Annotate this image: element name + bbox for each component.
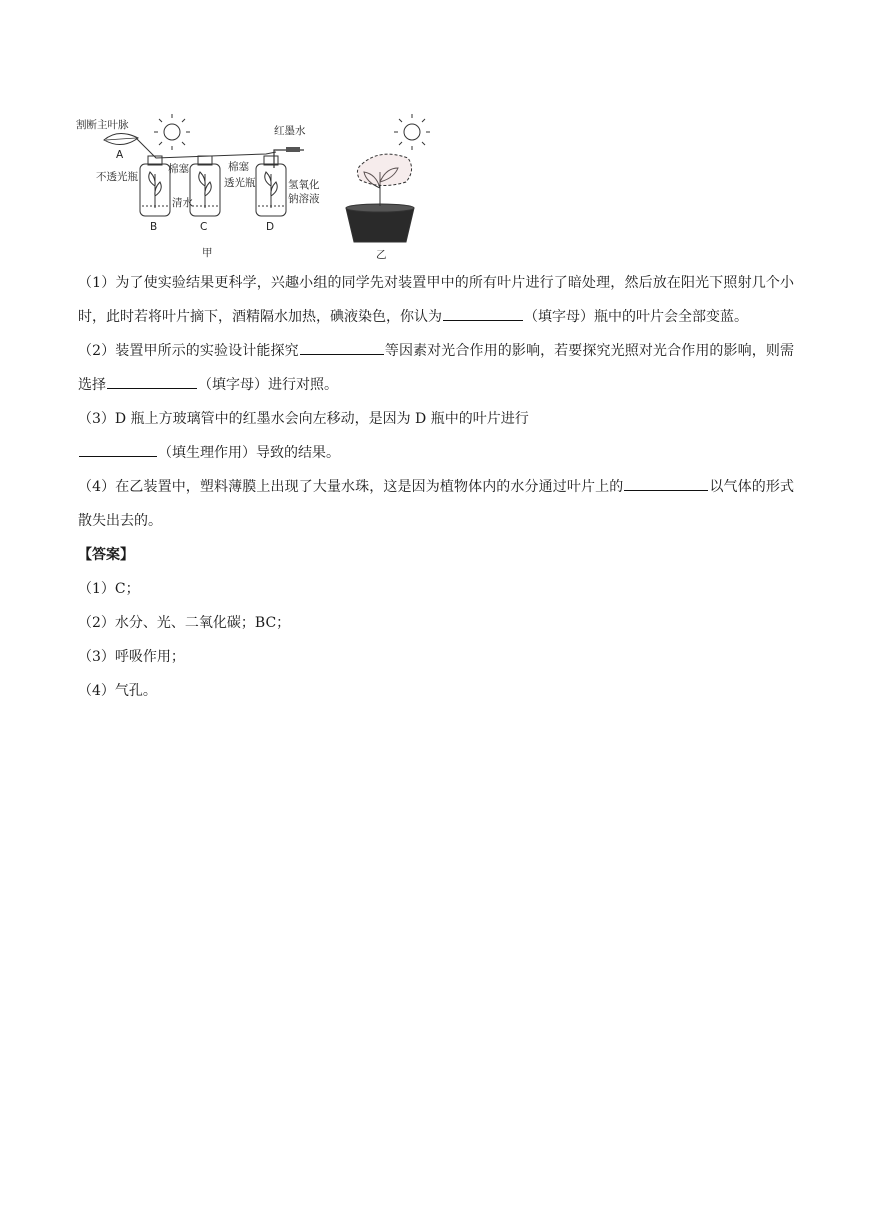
question-3-text-b: （填生理作用）导致的结果。 [158, 445, 340, 461]
answer-blank-4[interactable] [624, 476, 708, 491]
answer-blank-1[interactable] [443, 306, 523, 321]
question-content [78, 266, 794, 708]
question-2-text-c: （填字母）进行对照。 [198, 377, 338, 393]
label-opaque-bottle: 不透光瓶 [96, 171, 138, 183]
question-1-text-b: （填字母）瓶中的叶片会全部变蓝。 [524, 309, 748, 325]
question-1 [78, 266, 794, 334]
label-a: A [116, 149, 124, 161]
question-4 [78, 470, 794, 538]
label-red-ink: 红墨水 [274, 125, 306, 137]
answer-blank-2a[interactable] [300, 340, 384, 355]
answer-4: （4）气孔。 [78, 683, 157, 699]
answer-2: （2）水分、光、二氧化碳；BC； [78, 615, 291, 631]
answer-1: （1）C； [78, 581, 140, 597]
label-jia: 甲 [202, 247, 213, 259]
label-b: B [150, 221, 158, 233]
answer-heading: 【答案】 [78, 547, 134, 563]
potted-plant [346, 154, 414, 242]
question-2-text-a: （2）装置甲所示的实验设计能探究 [78, 343, 299, 359]
bottle-c [190, 156, 220, 216]
question-2 [78, 334, 794, 402]
question-3-text-a: （3）D 瓶上方玻璃管中的红墨水会向左移动，是因为 D 瓶中的叶片进行 [78, 411, 529, 427]
red-ink-drop [286, 147, 300, 152]
question-2-text-b: 等因素对光合作用的影响，若要探究光照对光合作用的影响，则需选择 [78, 343, 794, 393]
question-4-text-a: （4）在乙装置中，塑料薄膜上出现了大量水珠，这是因为植物体内的水分通过叶片上的 [78, 479, 624, 495]
label-clear-bottle: 透光瓶 [224, 177, 256, 189]
label-d: D [266, 221, 275, 233]
label-naoh-1: 氢氧化 [288, 179, 320, 191]
answer-3: （3）呼吸作用； [78, 649, 185, 665]
sun-icon [154, 114, 190, 150]
question-3 [78, 402, 794, 436]
experiment-figure [76, 108, 446, 264]
sun-icon [394, 114, 430, 150]
bottle-d [256, 156, 286, 216]
label-water: 清水 [172, 197, 193, 209]
label-c: C [200, 221, 208, 233]
question-3-line-2 [78, 436, 794, 470]
label-cotton-1: 棉塞 [168, 163, 189, 175]
experiment-diagram [76, 108, 446, 264]
label-yi: 乙 [376, 249, 387, 261]
label-naoh-2: 钠溶液 [288, 193, 320, 205]
answer-blank-2b[interactable] [107, 374, 197, 389]
question-1-text-a: （1）为了使实验结果更科学，兴趣小组的同学先对装置甲中的所有叶片进行了暗处理，然后放在阳光下照射几个小时，此时若将叶片摘下，酒精隔水加热，碘液染色，你认为 [78, 275, 794, 325]
answer-blank-3[interactable] [79, 442, 157, 457]
label-cotton-2: 棉塞 [228, 161, 249, 173]
label-cut-vein: 割断主叶脉 [76, 119, 129, 131]
question-4-text-b: 以气体的形式散失出去的。 [78, 479, 795, 529]
bottle-b [140, 156, 170, 216]
